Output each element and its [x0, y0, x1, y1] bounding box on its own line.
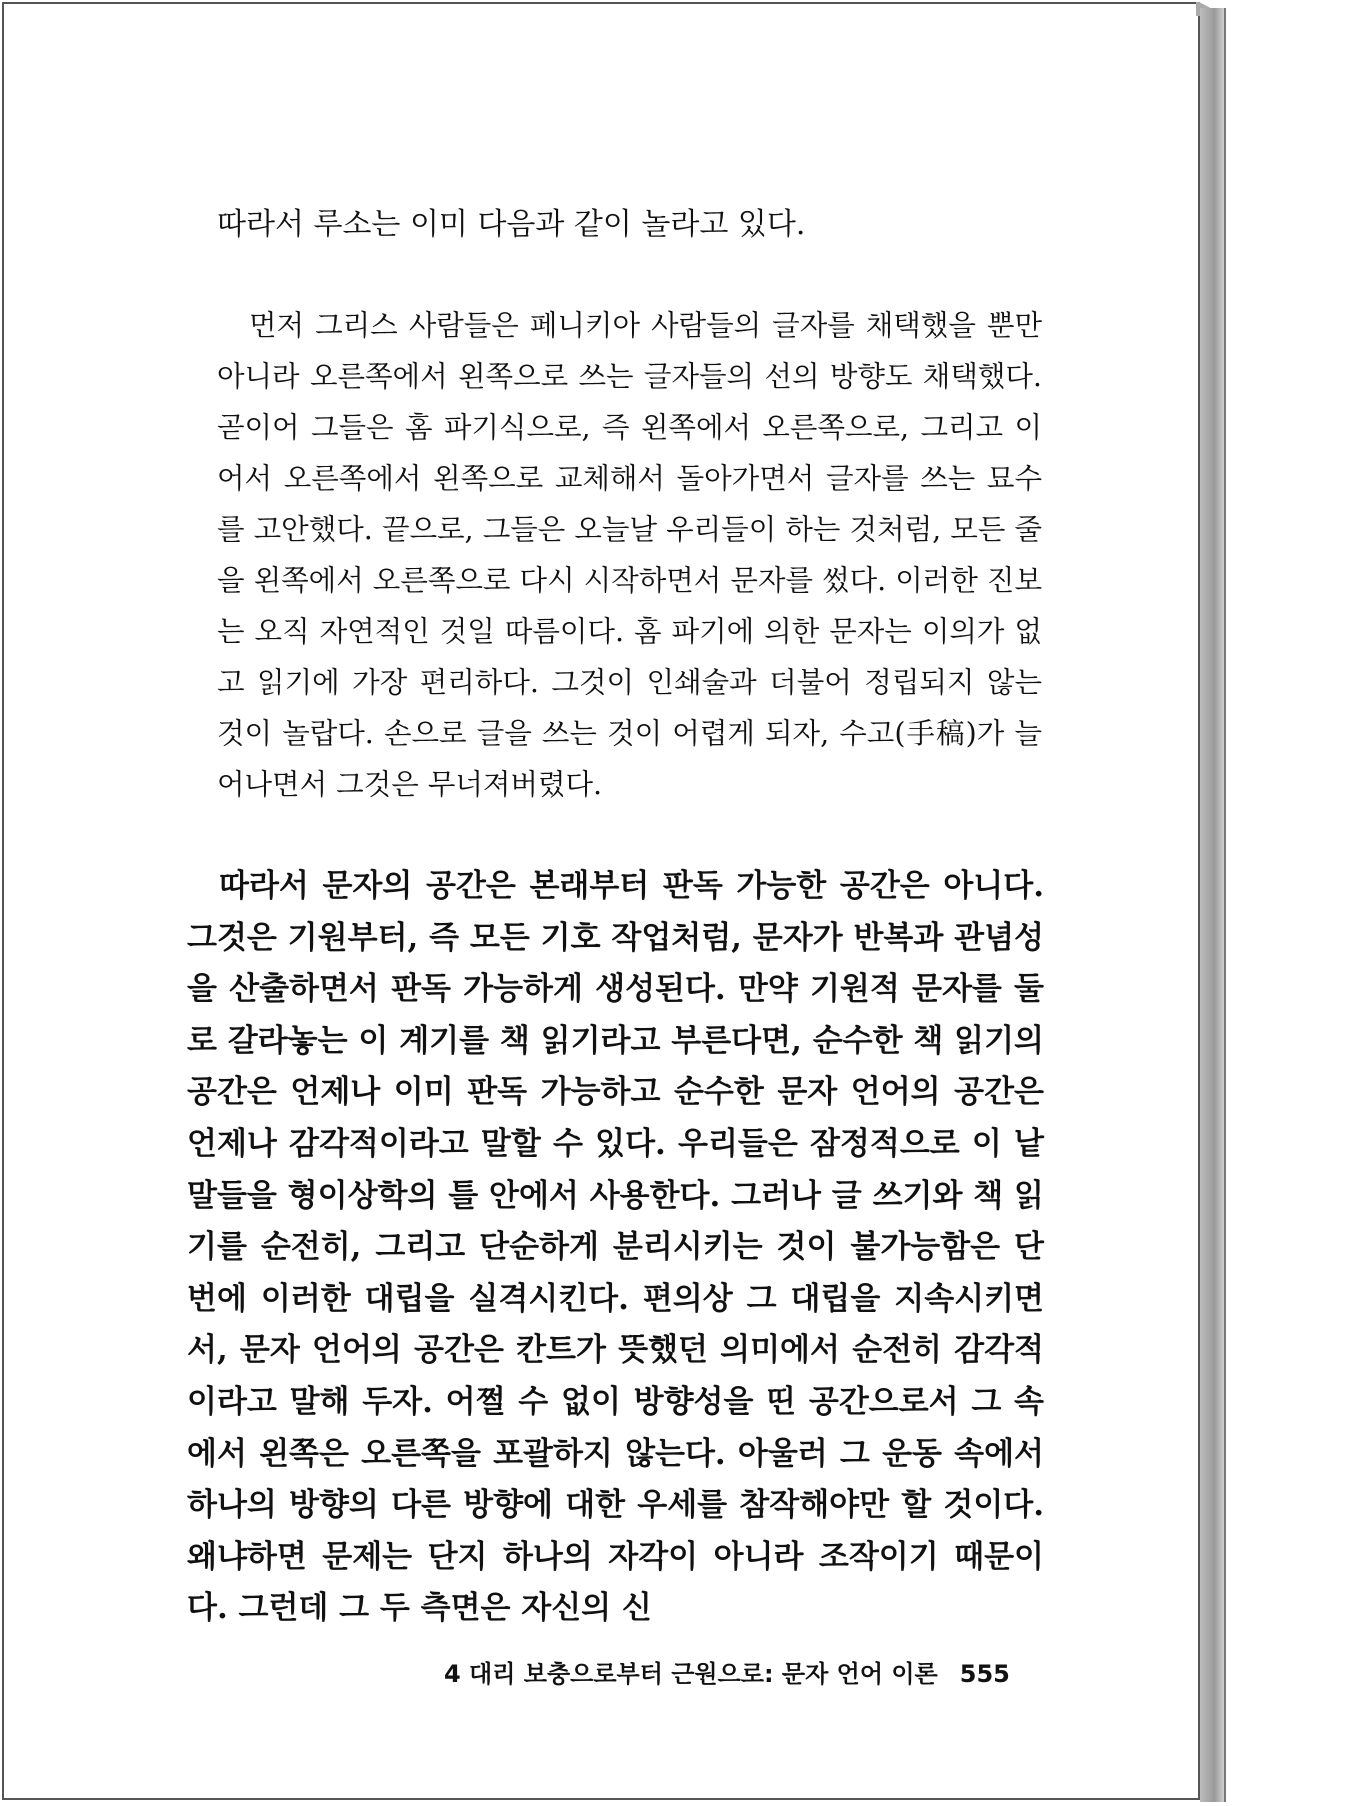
- running-head: 4 대리 보충으로부터 근원으로: 문자 언어 이론: [444, 1660, 938, 1688]
- intro-sentence: 따라서 루소는 이미 다음과 같이 놀라고 있다.: [217, 207, 806, 242]
- page-number: 555: [959, 1660, 1010, 1688]
- body-paragraph: 따라서 문자의 공간은 본래부터 판독 가능한 공간은 아니다. 그것은 기원부터, 즉 모든 기호 작업처럼, 문자가 반복과 관념성을 산출하면서 판독 가능하게 생성된다. 만약 기원적 문자를 둘로 갈라놓는 이 계기를 책 읽기라고 부른다면, 순수한 책 읽기의 공간은 언제나 이미 판독 가능하고 순수한 문자 언어의 공간은 언제나 감각적이라고 말할 수 있다. 우리들은 잠정적으로 이 낱말들을 형이상학의 틀 안에서 사용한다. 그러나 글 쓰기와 책 읽기를 순전히, 그리고 단순하게 분리시키는 것이 불가능함은 단번에 이러한 대립을 실격시킨다. 편의상 그 대립을 지속시키면서, 문자 언어의 공간은 칸트가 뜻했던 의미에서 순전히 감각적이라고 말해 두자. 어쩔 수 없이 방향성을 띤 공간으로서 그 속에서 왼쪽은 오른쪽을 포괄하지 않는다. 아울러 그 운동 속에서 하나의 방향의 다른 방향에 대한 우세를 참작해야만 할 것이다. 왜냐하면 문제는 단지 하나의 자각이 아니라 조작이기 때문이다. 그런데 그 두 측면은 자신의 신: [187, 868, 1044, 1627]
- block-quote: 먼저 그리스 사람들은 페니키아 사람들의 글자를 채택했을 뿐만 아니라 오른쪽에서 왼쪽으로 쓰는 글자들의 선의 방향도 채택했다. 곧이어 그들은 홈 파기식으로, 즉 왼쪽에서 오른쪽으로, 그리고 이어서 오른쪽에서 왼쪽으로 교체해서 돌아가면서 글자를 쓰는 묘수를 고안했다. 끝으로, 그들은 오늘날 우리들이 하는 것처럼, 모든 줄을 왼쪽에서 오른쪽으로 다시 시작하면서 문자를 썼다. 이러한 진보는 오직 자연적인 것일 따름이다. 홈 파기에 의한 문자는 이의가 없고 읽기에 가장 편리하다. 그것이 인쇄술과 더불어 정립되지 않는 것이 놀랍다. 손으로 글을 쓰는 것이 어렵게 되자, 수고(手稿)가 늘어나면서 그것은 무너져버렸다.: [217, 309, 1042, 801]
- book-page: [2, 2, 1200, 1800]
- page-footer: [444, 1654, 1010, 1689]
- page-stack-edge: [1200, 8, 1226, 1802]
